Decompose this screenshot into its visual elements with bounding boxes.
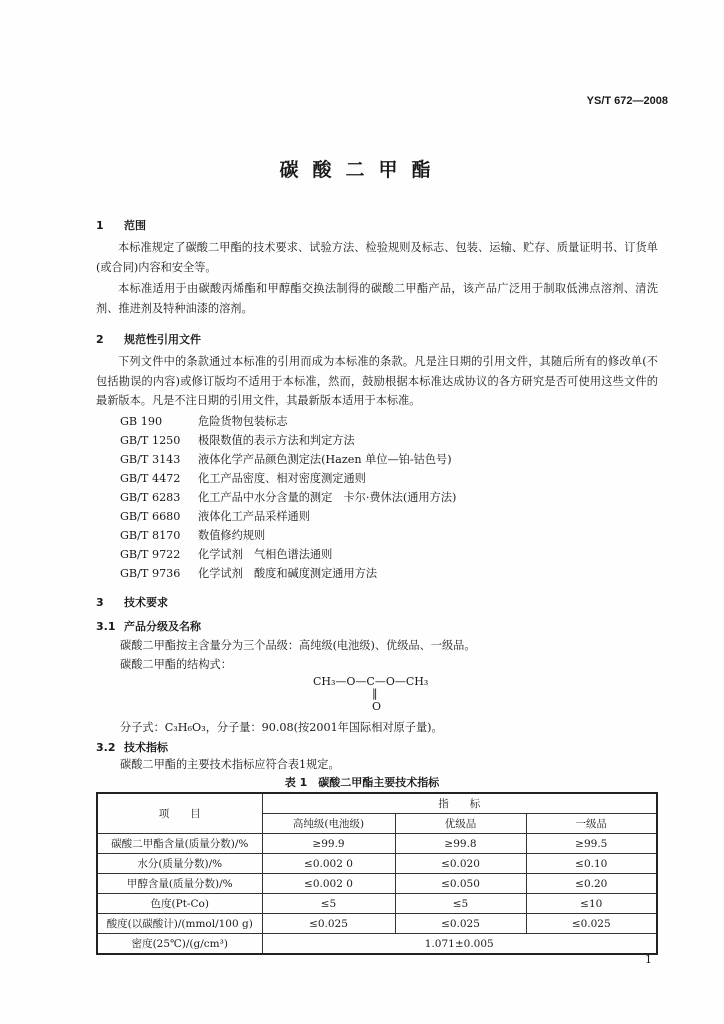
section-3-2-para-1: 碳酸二甲酯的主要技术指标应符合表1规定。 bbox=[120, 758, 340, 771]
row-value: ≤5 bbox=[395, 894, 526, 914]
section-1-para-2: 本标准适用于由碳酸丙烯酯和甲醇酯交换法制得的碳酸二甲酯产品，该产品广泛用于制取低沸点溶剂、清洗剂、推进剂及特种油漆的溶剂。 bbox=[96, 282, 658, 315]
row-item: 碳酸二甲酯含量(质量分数)/% bbox=[97, 834, 262, 854]
ref-code: GB/T 8170 bbox=[120, 529, 181, 542]
section-3-title: 技术要求 bbox=[124, 596, 168, 609]
ref-item bbox=[120, 508, 310, 524]
row-value: ≤0.002 0 bbox=[262, 874, 395, 894]
ref-code: GB/T 9722 bbox=[120, 548, 181, 561]
ref-code: GB/T 9736 bbox=[120, 567, 181, 580]
ref-code: GB/T 3143 bbox=[120, 453, 181, 466]
ref-code: GB/T 6680 bbox=[120, 510, 181, 523]
section-1-heading bbox=[96, 217, 146, 233]
section-3-2-number: 3.2 bbox=[96, 741, 116, 754]
ref-item bbox=[120, 489, 456, 505]
structural-formula: CH₃—O—C—O—CH₃ bbox=[313, 675, 429, 688]
section-2-number: 2 bbox=[96, 333, 104, 346]
section-3-2-heading bbox=[96, 739, 168, 755]
row-item: 密度(25℃)/(g/cm³) bbox=[97, 934, 262, 955]
row-value: ≥99.9 bbox=[262, 834, 395, 854]
ref-title: 数值修约规则 bbox=[198, 529, 266, 542]
ref-title: 极限数值的表示方法和判定方法 bbox=[198, 434, 355, 447]
section-3-heading bbox=[96, 594, 168, 610]
table-row bbox=[97, 854, 657, 874]
table-row bbox=[97, 874, 657, 894]
section-3-2-title: 技术指标 bbox=[124, 741, 168, 754]
table-header-row bbox=[97, 793, 657, 814]
row-value: ≤0.050 bbox=[395, 874, 526, 894]
table-row bbox=[97, 894, 657, 914]
section-2-title: 规范性引用文件 bbox=[124, 333, 201, 346]
spec-table bbox=[96, 792, 658, 955]
section-1-para-1: 本标准规定了碳酸二甲酯的技术要求、试验方法、检验规则及标志、包装、运输、贮存、质量证明书、订货单(或合同)内容和安全等。 bbox=[96, 241, 658, 274]
section-3-number: 3 bbox=[96, 596, 104, 609]
ref-item bbox=[120, 451, 452, 467]
grade-header: 一级品 bbox=[526, 814, 657, 834]
header-index-cell: 指 标 bbox=[262, 793, 657, 814]
molecular-formula: 分子式：C₃H₆O₃，分子量：90.08(按2001年国际相对原子量)。 bbox=[120, 721, 443, 734]
row-value: 1.071±0.005 bbox=[262, 934, 657, 955]
row-value: ≤0.025 bbox=[262, 914, 395, 934]
header-item-cell: 项 目 bbox=[97, 793, 262, 834]
table-caption: 表 1 碳酸二甲酯主要技术指标 bbox=[284, 776, 440, 789]
row-value: ≥99.8 bbox=[395, 834, 526, 854]
ref-title: 化工产品密度、相对密度测定通则 bbox=[198, 472, 366, 485]
ref-title: 危险货物包装标志 bbox=[198, 415, 288, 428]
row-value: ≤0.025 bbox=[395, 914, 526, 934]
table-row bbox=[97, 914, 657, 934]
section-1-title: 范围 bbox=[124, 219, 146, 232]
ref-code: GB 190 bbox=[120, 415, 163, 428]
table-row bbox=[97, 834, 657, 854]
ref-item bbox=[120, 546, 332, 562]
page-number: 1 bbox=[645, 953, 652, 966]
ref-title: 化工产品中水分含量的测定 卡尔·费休法(通用方法) bbox=[198, 491, 457, 504]
section-3-1-heading bbox=[96, 618, 201, 634]
section-2-para-1: 下列文件中的条款通过本标准的引用而成为本标准的条款。凡是注日期的引用文件，其随后所有的修改单(不包括勘误的内容)或修订版均不适用于本标准，然而，鼓励根据本标准达成协议的各方研究是否可使用这些文件的最新版本。凡是不注日期的引用文件，其最新版本适用于本标准。 bbox=[96, 355, 658, 407]
row-value: ≤0.10 bbox=[526, 854, 657, 874]
section-3-1-title: 产品分级及名称 bbox=[124, 620, 201, 633]
grade-header: 高纯级(电池级) bbox=[262, 814, 395, 834]
ref-title: 化学试剂 酸度和碱度测定通用方法 bbox=[198, 567, 378, 580]
document-title: 碳酸二甲酯 bbox=[279, 159, 445, 181]
table-row-density bbox=[97, 934, 657, 955]
row-item: 甲醇含量(质量分数)/% bbox=[97, 874, 262, 894]
row-value: ≤0.025 bbox=[526, 914, 657, 934]
formula-oxygen: O bbox=[372, 700, 382, 713]
row-value: ≤10 bbox=[526, 894, 657, 914]
section-2-heading bbox=[96, 331, 201, 347]
row-value: ≤0.020 bbox=[395, 854, 526, 874]
ref-code: GB/T 1250 bbox=[120, 434, 181, 447]
ref-title: 液体化工产品采样通则 bbox=[198, 510, 310, 523]
ref-item bbox=[120, 432, 355, 448]
row-value: ≤5 bbox=[262, 894, 395, 914]
section-1-number: 1 bbox=[96, 219, 104, 232]
section-3-1-para-1: 碳酸二甲酯按主含量分为三个品级：高纯级(电池级)、优级品、一级品。 bbox=[120, 639, 476, 652]
row-value: ≥99.5 bbox=[526, 834, 657, 854]
ref-item bbox=[120, 413, 288, 429]
row-item: 酸度(以碳酸计)/(mmol/100 g) bbox=[97, 914, 262, 934]
row-item: 水分(质量分数)/% bbox=[97, 854, 262, 874]
row-value: ≤0.20 bbox=[526, 874, 657, 894]
ref-title: 化学试剂 气相色谱法通则 bbox=[198, 548, 333, 561]
section-3-1-para-2: 碳酸二甲酯的结构式： bbox=[120, 658, 232, 671]
ref-item bbox=[120, 565, 377, 581]
row-value: ≤0.002 0 bbox=[262, 854, 395, 874]
standard-code: YS/T 672—2008 bbox=[586, 95, 668, 107]
ref-title: 液体化学产品颜色测定法(Hazen 单位—铂-钴色号) bbox=[198, 453, 452, 466]
ref-code: GB/T 4472 bbox=[120, 472, 181, 485]
grade-header: 优级品 bbox=[395, 814, 526, 834]
row-item: 色度(Pt-Co) bbox=[97, 894, 262, 914]
ref-code: GB/T 6283 bbox=[120, 491, 181, 504]
ref-item bbox=[120, 470, 366, 486]
section-3-1-number: 3.1 bbox=[96, 620, 116, 633]
ref-item bbox=[120, 527, 265, 543]
formula-double-bond: ‖ bbox=[372, 687, 378, 700]
